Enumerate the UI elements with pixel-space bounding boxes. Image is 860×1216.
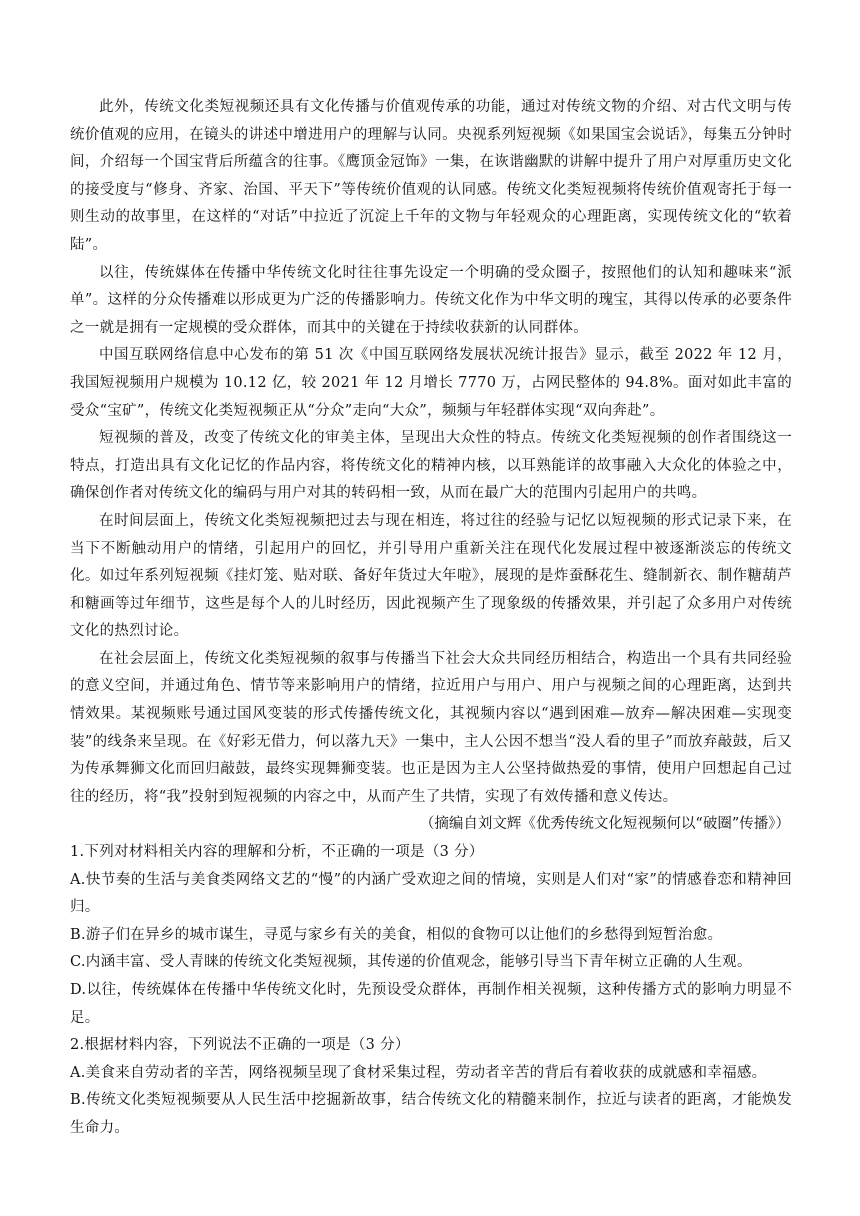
question-2: [70, 1032, 792, 1142]
question-1-option-c: C.内涵丰富、受人青睐的传统文化类短视频，其传递的价值观念，能够引导当下青年树立正确的人生观。: [70, 954, 752, 971]
paragraph-cultural-transmission: 此外，传统文化类短视频还具有文化传播与价值观传承的功能，通过对传统文物的介绍、对古代文明与传统价值观的应用，在镜头的讲述中增进用户的理解与认同。央视系列短视频《如果国宝会说话》，每集五分钟时间，介绍每一个国宝背后所蕴含的往事。《鹰顶金冠饰》一集，在诙谐幽默的讲解中提升了用户对厚重历史文化的接受度与“修身、齐家、治国、平天下”等传统价值观的认同感。传统文化类短视频将传统价值观寄托于每一则生动的故事里，在这样的“对话”中拉近了沉淀上千年的文物与年轻观众的心理距离，实现传统文化的“软着陆”。: [70, 99, 792, 253]
paragraph-traditional-media: 以往，传统媒体在传播中华传统文化时往往事先设定一个明确的受众圈子，按照他们的认知和趣味来“派单”。这样的分众传播难以形成更为广泛的传播影响力。传统文化作为中华文明的瑰宝，其得以传承的必要条件之一就是拥有一定规模的受众群体，而其中的关键在于持续收获新的认同群体。: [70, 264, 792, 336]
question-1-option-d: D.以往，传统媒体在传播中华传统文化时，先预设受众群体，再制作相关视频，这种传播方式的影响力明显不足。: [70, 982, 792, 1026]
document-page: [70, 94, 792, 1143]
question-2-option-a: A.美食来自劳动者的辛苦，网络视频呈现了食材采集过程，劳动者辛苦的背后有着收获的成就感和幸福感。: [70, 1064, 767, 1081]
paragraph-social-dimension: 在社会层面上，传统文化类短视频的叙事与传播当下社会大众共同经历相结合，构造出一个具有共同经验的意义空间，并通过角色、情节等来影响用户的情绪，拉近用户与用户、用户与视频之间的心理距离，达到共情效果。某视频账号通过国风变装的形式传播传统文化，其视频内容以“遇到困难—放弃—解决困难—实现变装”的线条来呈现。在《好彩无借力，何以落九天》一集中，主人公因不想当“没人看的里子”而放弃敲鼓，后又为传承舞狮文化而回归敲鼓，最终实现舞狮变装。也正是因为主人公坚持做热爱的事情，使用户回想起自己过往的经历，将“我”投射到短视频的内容之中，从而产生了共情，实现了有效传播和意义传达。: [70, 650, 792, 805]
question-1-stem: 1.下列对材料相关内容的理解和分析，不正确的一项是（3 分）: [70, 844, 484, 861]
source-citation: （摘编自刘文辉《优秀传统文化短视频何以“破圈”传播》）: [419, 816, 790, 833]
question-2-stem: 2.根据材料内容，下列说法不正确的一项是（3 分）: [70, 1037, 410, 1054]
question-2-option-b: B.传统文化类短视频要从人民生活中挖掘新故事，结合传统文化的精髓来制作，拉近与读者的距离，才能焕发生命力。: [70, 1092, 792, 1136]
question-1-option-b: B.游子们在异乡的城市谋生，寻觅与家乡有关的美食，相似的食物可以让他们的乡愁得到短暂治愈。: [70, 926, 723, 943]
question-1-option-a: A.快节奏的生活与美食类网络文艺的“慢”的内涵广受欢迎之间的情境，实则是人们对“家”的情感眷恋和精神回归。: [70, 871, 792, 916]
paragraph-aesthetic-subject: 短视频的普及，改变了传统文化的审美主体，呈现出大众性的特点。传统文化类短视频的创作者围绕这一特点，打造出具有文化记忆的作品内容，将传统文化的精神内核，以耳熟能详的故事融入大众化的体验之中，确保创作者对传统文化的编码与用户对其的转码相一致，从而在最广大的范围内引起用户的共鸣。: [70, 430, 792, 502]
paragraph-statistics-report: 中国互联网络信息中心发布的第 51 次《中国互联网络发展状况统计报告》显示，截至 2022 年 12 月，我国短视频用户规模为 10.12 亿，较 2021 年 12 月增长 7770 万，占网民整体的 94.8%。面对如此丰富的受众“宝矿”，传统文化类短视频正从“分众”走向“大众”，频频与年轻群体实现“双向奔赴”。: [70, 347, 792, 419]
question-1: [70, 839, 792, 1032]
paragraph-time-dimension: 在时间层面上，传统文化类短视频把过去与现在相连，将过往的经验与记忆以短视频的形式记录下来，在当下不断触动用户的情绪，引起用户的回忆，并引导用户重新关注在现代化发展过程中被逐渐淡忘的传统文化。如过年系列短视频《挂灯笼、贴对联、备好年货过大年啦》，展现的是炸蚕酥花生、缝制新衣、制作糖葫芦和糖画等过年细节，这些是每个人的儿时经历，因此视频产生了现象级的传播效果，并引起了众多用户对传统文化的热烈讨论。: [70, 512, 792, 640]
